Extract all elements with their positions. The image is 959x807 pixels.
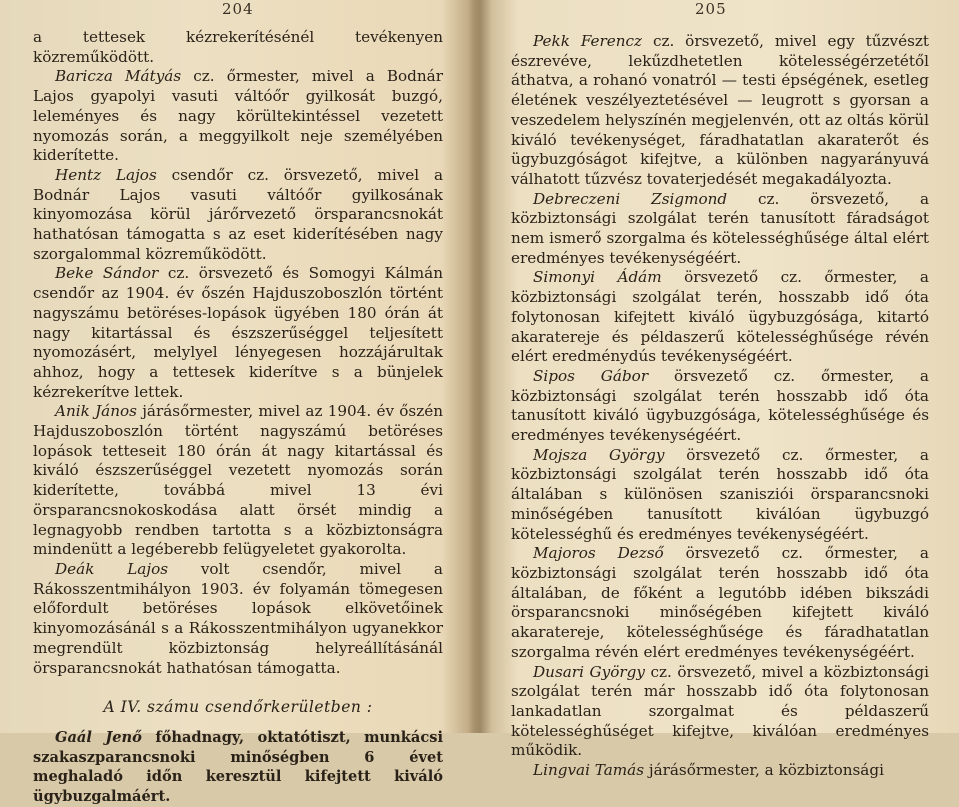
person-name: Sipos Gábor: [533, 366, 649, 385]
paragraph: [511, 32, 929, 190]
right-page-body: [511, 32, 929, 781]
section-heading: A IV. számu csendőrkerületben :: [103, 698, 373, 717]
person-name: Hentz Lajos: [55, 165, 157, 184]
person-name: Beke Sándor: [55, 264, 159, 283]
paragraph: [33, 728, 443, 807]
left-page: [0, 0, 478, 806]
paragraph: [511, 761, 929, 781]
right-page: [481, 0, 959, 780]
page-number: 205: [695, 0, 727, 18]
person-name: Mojsza György: [533, 445, 665, 464]
paragraph-text: örsvezető cz. őrmester, a közbiztonsági szolgálat terén hosszabb idő óta általában s különösen szanisziói örsparancsnoki minőségében tanusított kiválóan ügybuzgó kötelességhű és eredményes tevékenységéért.: [511, 445, 929, 543]
paragraph-text: csendőr cz. örsvezető, mivel a Bodnár Lajos vasuti váltóőr gyilkosának kinyomozása körül járőrvezető örsparancsnokát hathatósan támogatta s az eset kiderítésében nagy szorgalommal közreműködött.: [33, 165, 443, 263]
paragraph-text: járásőrmester, a közbiztonsági: [644, 761, 884, 780]
paragraph-text: örsvezető cz. őrmester, a közbiztonsági szolgálat terén, hosszabb idő óta folytonosan kifejtett kiváló ügybuzgósága, kitartó akaratereje és példaszerű kötelességhűsége révén elért eredménydús tevékenységéért.: [511, 268, 929, 366]
paragraph: [511, 446, 929, 545]
person-name: Baricza Mátyás: [55, 67, 182, 86]
paragraph-text: a tettesek kézrekerítésénél tevékenyen közreműködött.: [33, 28, 443, 66]
person-name: Debreczeni Zsigmond: [533, 189, 728, 208]
paragraph-text: cz. örsvezető és Somogyi Kálmán csendőr az 1904. év őszén Hajduszoboszlón történt nagyszámu betöréses-lopások ügyében 180 órán át nagy kitartással és észszerűséggel teljesített nyomozásért, melylyel lényegesen hozzájárultak ahhoz, hogy a tettesek kiderítve s a bünjelek kézrekerítve lettek.: [33, 264, 443, 401]
person-name: Majoros Dezső: [533, 544, 664, 563]
person-name: Dusari György: [533, 662, 645, 681]
paragraph-text: örsvezető cz. őrmester, a közbiztonsági szolgálat terén hosszabb idő óta tanusított kiváló ügybuzgósága, kötelességhűsége és eredményes tevékenységéért.: [511, 366, 929, 445]
person-name: Pekk Ferencz: [533, 32, 643, 50]
paragraph-text: járásőrmester, mivel az 1904. év őszén Hajduszoboszlón történt nagyszámú betöréses lopások tetteseit 180 órán át nagy kitartással és kiváló észszerűséggel vezetett nyomozás során kiderítette, továbbá mivel 13 évi örsparancsnokoskodása alatt örsét mindig a legnagyobb rendben tartotta s a közbiztonságra mindenütt a legéberebb felügyeletet gyakorolta.: [33, 402, 443, 559]
person-name: Lingvai Tamás: [533, 761, 645, 780]
person-name: Anik János: [55, 402, 137, 421]
paragraph: [511, 367, 929, 446]
paragraph-text: cz. őrmester, mivel a Bodnár Lajos gyapolyi vasuti váltóőr gyilkosát buzgó, leleményes és nagy körültekintéssel vezetett nyomozás során, a meggyilkolt neje személyében kiderítette.: [33, 67, 443, 165]
paragraph: [33, 28, 443, 67]
paragraph-text: volt csendőr, mivel a Rákosszentmihályon 1903. év folyamán tömegesen előfordult betöréses lopások elkövetőinek kinyomozásánál s a Rákosszentmihályon ugyanekkor megrendült közbiztonság helyreállításánál örsparancsnokát hathatósan támogatta.: [33, 559, 443, 677]
paragraph: [511, 544, 929, 662]
paragraph: [33, 264, 443, 402]
paragraph-text: cz. örsvezető, mivel egy tűzvészt észrevéve, lekűzdhetetlen kötelességérzetétől áthatva, a rohanó vonatról — testi épségének, esetleg életének veszélyeztetésével — leugrott s gyorsan a veszedelem helyszínén megjelenvén, ott az oltás körül kiváló tevékenységet, fáradhatatlan akaraterőt és ügybuzgóságot kifejtve, a különben nagyarányuvá válhatott tűzvész tovaterjedését megakadályozta.: [511, 32, 929, 188]
person-name: Simonyi Ádám: [533, 268, 662, 287]
left-page-body: [33, 28, 443, 807]
page-number: 204: [222, 0, 254, 18]
paragraph: [33, 402, 443, 560]
paragraph: [511, 663, 929, 762]
paragraph: [511, 190, 929, 269]
paragraph-text: örsvezető cz. őrmester, a közbiztonsági szolgálat terén hosszabb idő óta általában, de főként a legutóbb idében bikszádi örsparancsnoki minőségében kifejtett kiváló akaratereje, kötelességhűsége és fáradhatatlan szorgalma révén elért eredményes tevékenységéért.: [511, 544, 929, 661]
person-name: Deák Lajos: [55, 559, 169, 578]
paragraph: [33, 67, 443, 166]
paragraph-text: főhadnagy, oktatótiszt, munkácsi szakaszparancsnoki minőségben 6 évet meghaladó időn keresztül kifejtett kiváló ügybuzgalmáért.: [33, 728, 443, 806]
paragraph: [511, 268, 929, 367]
person-name: Gaál Jenő: [55, 728, 142, 746]
paragraph-text: cz. örsvezető, a közbiztonsági szolgálat terén tanusított fáradságot nem ismerő szorgalma és kötelességhűsége által elért eredményes tevékenységéért.: [511, 189, 930, 267]
paragraph: [33, 560, 443, 678]
paragraph-text: cz. örsvezető, mivel a közbiztonsági szolgálat terén már hosszabb idő óta folytonosan lankadatlan szorgalmat és példaszerű kötelességhűséget kifejtve, kiválóan eredményes működik.: [511, 662, 929, 760]
paragraph: [33, 166, 443, 265]
